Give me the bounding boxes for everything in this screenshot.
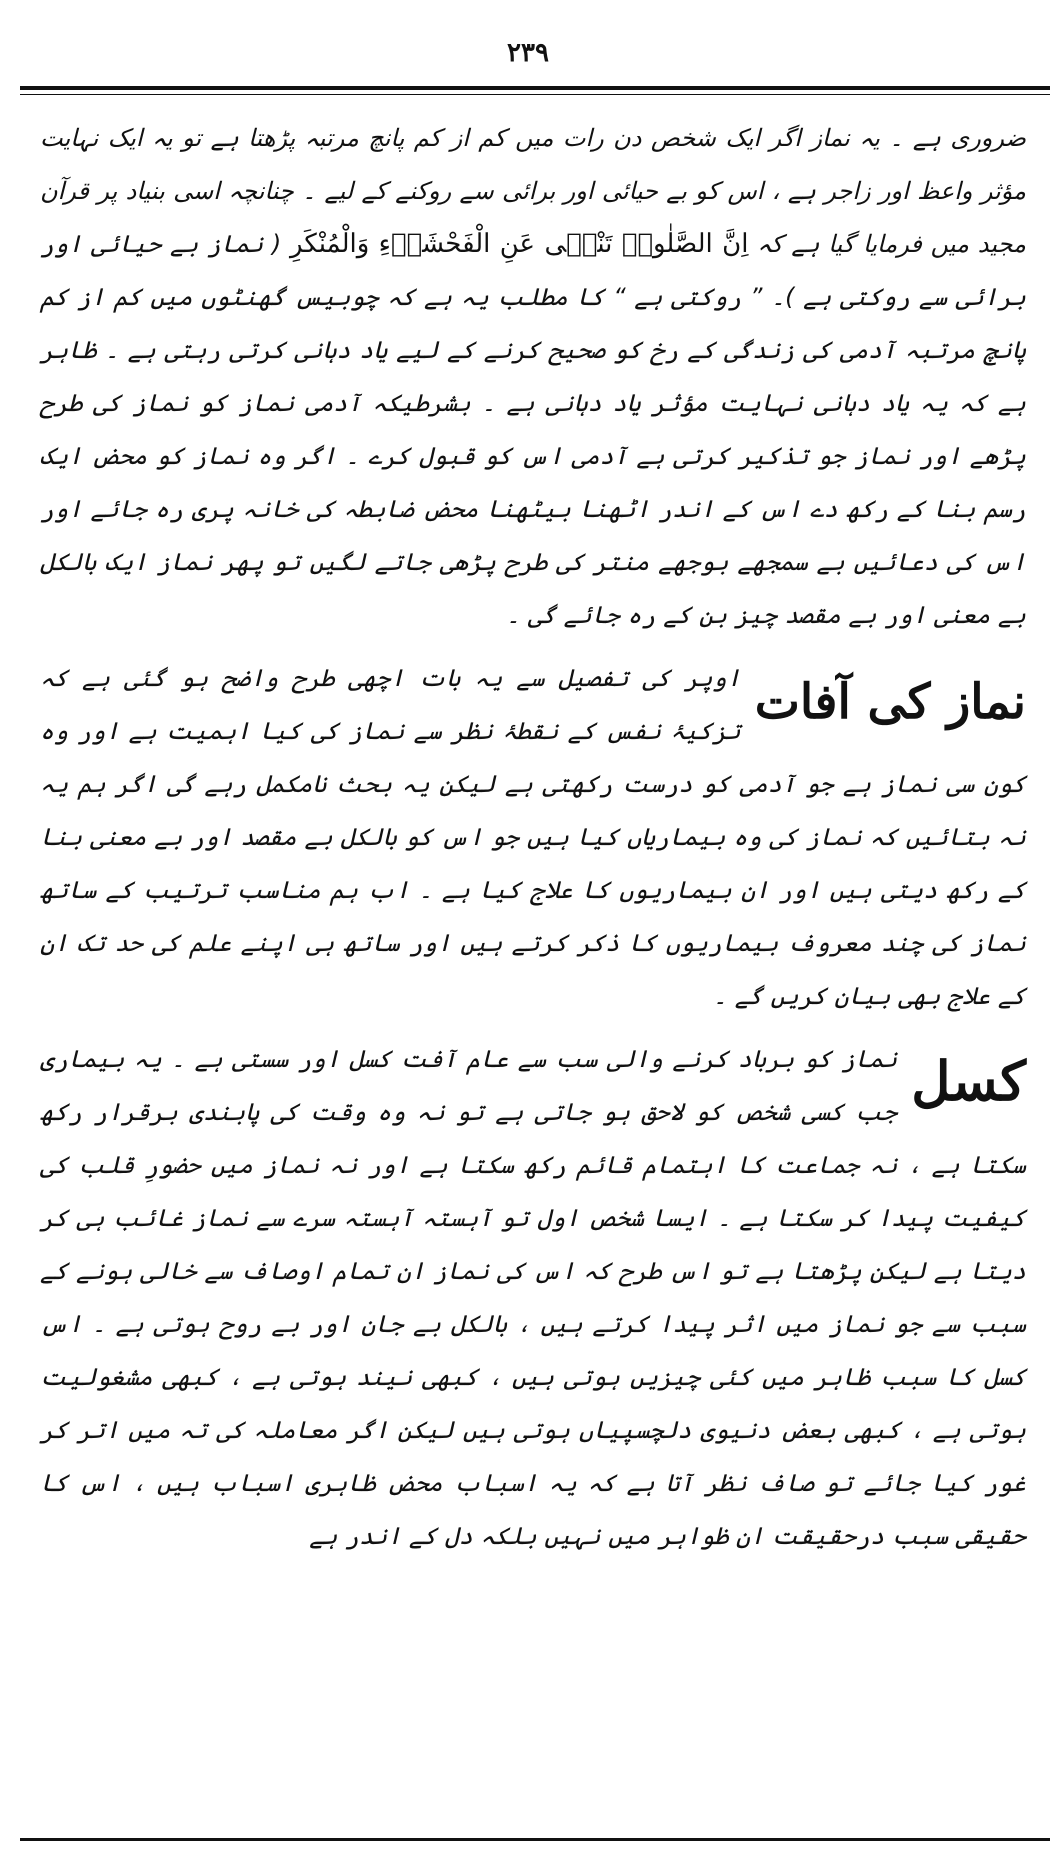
intro-text-continued: ( نماز بے حیائی اور برائی سے روکتی ہے )۔ ” روکتی ہے “ کا مطلب یہ ہے کہ چوبیس گھنٹوں میں کم از کم پانچ مرتبہ آدمی کی زندگی کے رخ کو صحیح کرنے کے لیے یاد دہانی کرتی رہتی ہے ۔ ظاہر ہے کہ یہ یاد دہانی نہایت مؤثر یاد دہانی ہے ۔ بشرطیکہ آدمی نماز کو نماز کی طرح پڑھے اور نماز جو تذکیر کرتی ہے آدمی اس کو قبول کرے ۔ اگر وہ نماز کو محض ایک رسم بنا کے رکھ دے اس کے اندر اٹھنا بیٹھنا محض ضابطہ کی خانہ پری رہ جائے اور اس کی دعائیں بے سمجھے بوجھے منتر کی طرح پڑھی جاتے لگیں تو پھر نماز ایک بالکل بے معنی اور بے مقصد چیز بن کے رہ جائے گی ۔ [40, 230, 1026, 629]
quran-verse: اِنَّ الصَّلٰوۃَ تَنْہٰی عَنِ الْفَحْشَاۗءِ وَالْمُنْكَرِ [290, 229, 749, 259]
afat-paragraph: اوپر کی تفصیل سے یہ بات اچھی طرح واضح ہو گئی ہے کہ تزکیۂ نفس کے نقطۂ نظر سے نماز کی کیا اہمیت ہے اور وہ کون سی نماز ہے جو آدمی کو درست رکھتی ہے لیکن یہ بحث نامکمل رہے گی اگر ہم یہ نہ بتائیں کہ نماز کی وہ بیماریاں کیا ہیں جو اس کو بالکل بے مقصد اور بے معنی بنا کے رکھ دیتی ہیں اور ان بیماریوں کا علاج کیا ہے ۔ اب ہم مناسب ترتیب کے ساتھ نماز کی چند معروف بیماریوں کا ذکر کرتے ہیں اور ساتھ ہی اپنے علم کی حد تک ان کے علاج بھی بیان کریں گے ۔ [40, 664, 1026, 1010]
kasal-paragraph: نماز کو برباد کرنے والی سب سے عام آفت کسل اور سستی ہے ۔ یہ بیماری جب کسی شخص کو لاحق ہو جاتی ہے تو نہ وہ وقت کی پابندی برقرار رکھ سکتا ہے ، نہ جماعت کا اہتمام قائم رکھ سکتا ہے اور نہ نماز میں حضورِ قلب کی کیفیت پیدا کر سکتا ہے ۔ ایسا شخص اول تو آہستہ آہستہ سرے سے نماز غائب ہی کر دیتا ہے لیکن پڑھتا ہے تو اس طرح کہ اس کی نماز ان تمام اوصاف سے خالی ہونے کے سبب سے جو نماز میں اثر پیدا کرتے ہیں ، بالکل بے جان اور بے روح ہوتی ہے ۔ اس کسل کا سبب ظاہر میں کئی چیزیں ہوتی ہیں ، کبھی نیند ہوتی ہے ، کبھی مشغولیت ہوتی ہے ، کبھی بعض دنیوی دلچسپیاں ہوتی ہیں لیکن اگر معاملہ کی تہ میں اتر کر غور کیا جائے تو صاف نظر آتا ہے کہ یہ اسباب محض ظاہری اسباب ہیں ، اس کا حقیقی سبب درحقیقت ان ظواہر میں نہیں بلکہ دل کے اندر ہے [40, 1045, 1026, 1550]
header-rule-thick [20, 86, 1050, 90]
page-body [40, 112, 1026, 1563]
header-rule-thin [20, 94, 1050, 95]
footer-rule [20, 1838, 1050, 1841]
kasal-heading: کسل [911, 1049, 1026, 1113]
afat-heading: نماز کی آفات [754, 674, 1026, 730]
page-number: ۲۳۹ [507, 38, 549, 68]
kasal-section [40, 1033, 1026, 1563]
intro-text: ضروری ہے ۔ یہ نماز اگر ایک شخص دن رات میں کم از کم پانچ مرتبہ پڑھتا ہے تو یہ ایک نہایت مؤثر واعظ اور زاجر ہے ، اس کو بے حیائی اور برائی سے روکنے کے لیے ۔ چنانچہ اسی بنیاد پر قرآن مجید میں فرمایا گیا ہے کہ [40, 124, 1026, 258]
intro-paragraph [40, 112, 1026, 642]
afat-section [40, 652, 1026, 1023]
